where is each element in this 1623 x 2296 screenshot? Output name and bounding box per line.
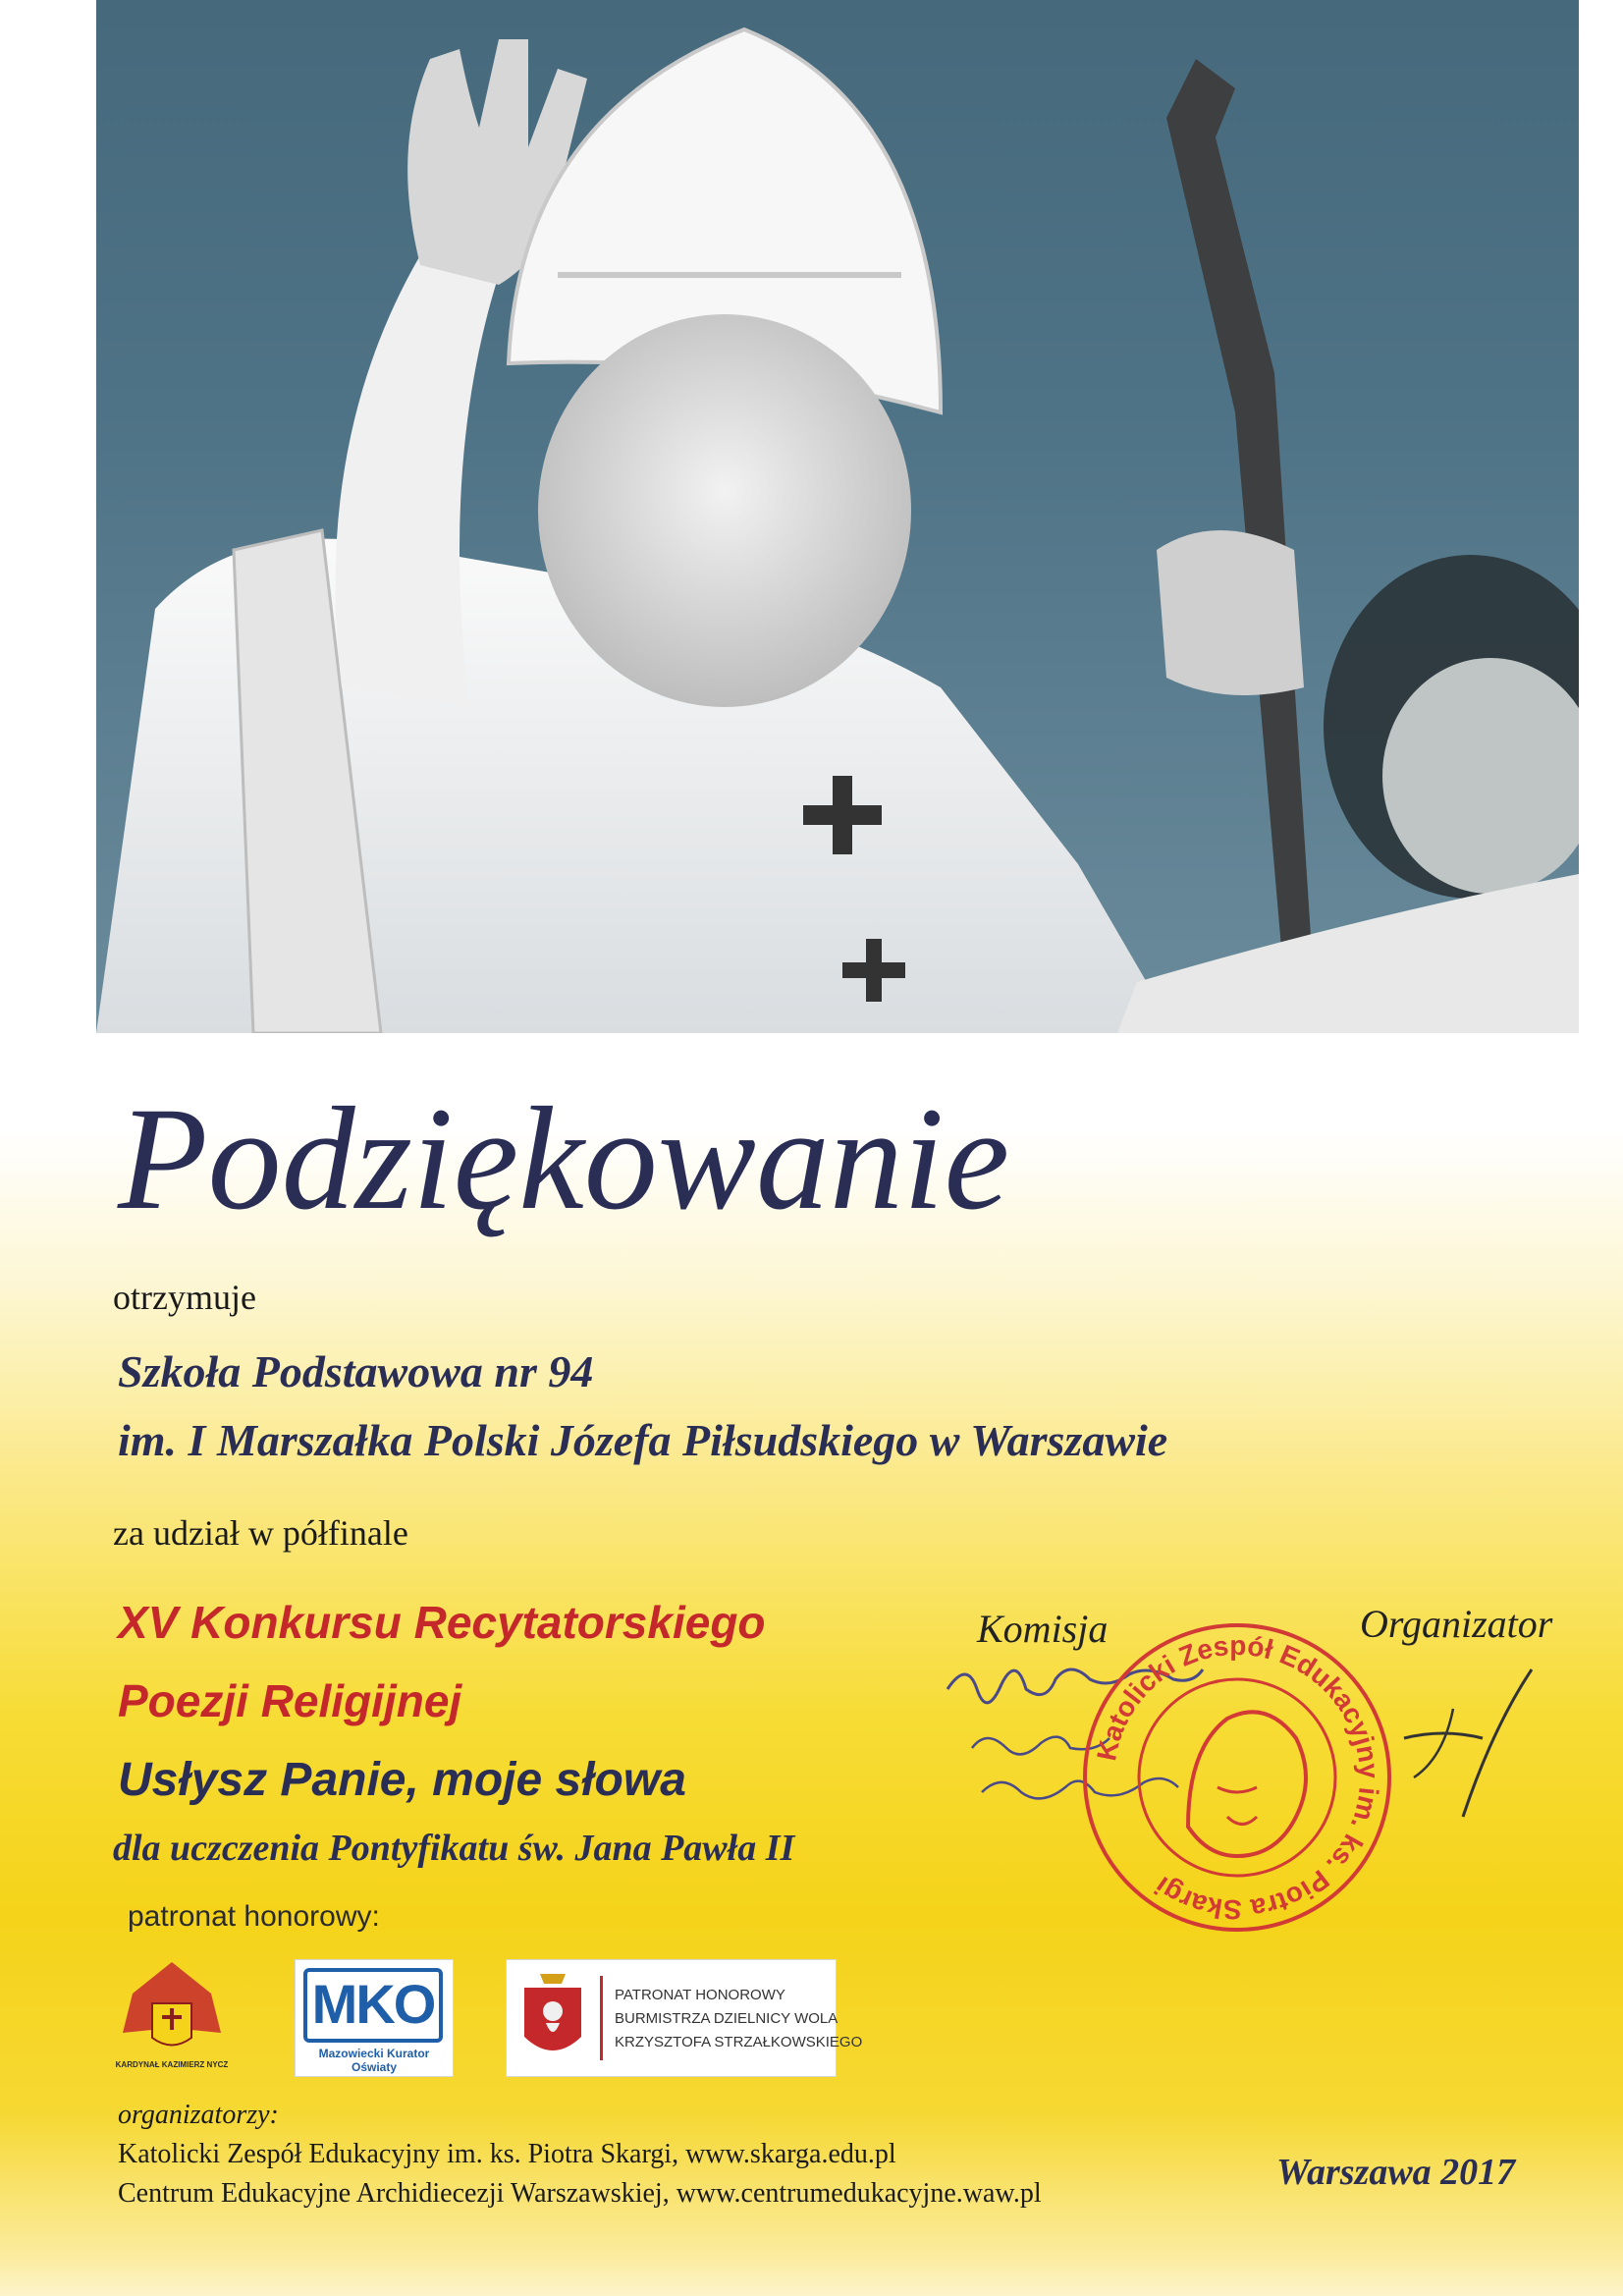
cardinal-caption: KARDYNAŁ KAZIMIERZ NYCZ [115, 2060, 229, 2069]
recipient-line-1: Szkoła Podstawowa nr 94 [118, 1346, 594, 1396]
recipient-intro: otrzymuje [113, 1278, 256, 1317]
recipient-line-2: im. I Marszałka Polski Józefa Piłsudskiego w Warszawie [118, 1415, 1168, 1465]
cardinal-crest-icon [113, 1954, 231, 2077]
contest-motto: Usłysz Panie, moje słowa [118, 1754, 686, 1806]
organizer-stamp [1080, 1620, 1394, 1935]
stamp-text: Katolicki Zespół Edukacyjny im. ks. Piotra Skargi [1091, 1629, 1385, 1926]
participation-text: za udział w półfinale [113, 1513, 408, 1553]
organizers-label: organizatorzy: [118, 2100, 279, 2130]
contest-line-2: Poezji Religijnej [118, 1675, 462, 1726]
title-podziekowanie [108, 1061, 1188, 1257]
mko-caption: Mazowiecki Kurator Oświaty [318, 2047, 430, 2074]
photo-illustration [96, 0, 1579, 1033]
commission-label: Komisja [977, 1607, 1109, 1651]
pope-photograph [96, 0, 1579, 1033]
wola-line-3: KRZYSZTOFA STRZAŁKOWSKIEGO [615, 2034, 863, 2050]
contest-line-1: XV Konkursu Recytatorskiego [118, 1597, 766, 1648]
organizer-label: Organizator [1360, 1602, 1553, 1646]
patronage-label: patronat honorowy: [128, 1900, 380, 1933]
warsaw-coat-of-arms-icon [518, 1972, 587, 2065]
contest-dedication: dla uczczenia Pontyfikatu św. Jana Pawła II [113, 1828, 795, 1869]
svg-text:Katolicki Zespół Edukacyjny im [1091, 1630, 1384, 1925]
cardinal-crest-logo [113, 1954, 231, 2077]
organizer-line-2: Centrum Edukacyjne Archidiecezji Warszawskiej, www.centrumedukacyjne.waw.pl [118, 2178, 1042, 2209]
place-date: Warszawa 2017 [1276, 2152, 1516, 2193]
organizer-line-1: Katolicki Zespół Edukacyjny im. ks. Piotra Skargi, www.skarga.edu.pl [118, 2139, 896, 2169]
wola-line-2: BURMISTRZA DZIELNICY WOLA [615, 2010, 839, 2027]
mko-logo [295, 1959, 454, 2077]
wola-line-1: PATRONAT HONOROWY [615, 1987, 785, 2003]
mko-mark: MKO [311, 1973, 435, 2035]
title-text: Podziękowanie [118, 1077, 1010, 1240]
wola-patronage-logo [506, 1959, 863, 2077]
wola-patronage-text [615, 1984, 862, 2054]
